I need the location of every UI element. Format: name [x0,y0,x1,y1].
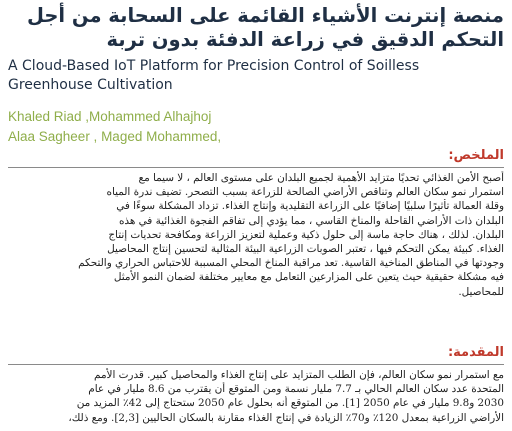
abstract-line: للمحاصيل. [458,285,504,298]
author-list [8,107,408,147]
abstract-body [8,171,504,299]
abstract-line: وجودتها في المناطق المناخية القاسية. تعد مراقبة المناخ المحلي المسببة للاحتباس الحراري والتحكم [78,257,504,270]
abstract-line: فيه مشكلة حقيقية حيث يتعين على المزارعين التعامل مع معايير مختلفة لضمان النمو الأمثل [113,271,504,284]
abstract-line: البلدان ذات الأراضي القاحلة والمناخ القاسي ، مما يؤدي إلى تفاقم الفجوة الغذائية في هذه [118,214,504,227]
intro-line: المتحدة عدد سكان العالم الحالي بـ 7.7 مليار نسمة ومن المتوقع أن يقترب من 8.6 مليار في عام [88,383,504,396]
abstract-line: البلدان. لذلك ، هناك حاجة ماسة إلى حلول ذكية وعملية لتعزيز الزراعة ومكافحة تحديات إنتاج [108,228,504,241]
abstract-line: الغذاء. كبيئة يمكن التحكم فيها ، تعتبر الصوبات الزراعية البيئة المثالية لتحسين إنتاج المحاصيل [107,243,504,256]
intro-line: الأراضي الزراعية بمعدل 120٪ و70٪ الزيادة في إنتاج الغذاء مقارنة بالسكان الحاليين [2,3]. ومع ذلك، [68,411,504,424]
abstract-heading: الملخص: [448,148,504,163]
author-line: Alaa Sagheer , Maged Mohammed, [8,129,222,144]
english-title: A Cloud-Based IoT Platform for Precision Control of Soilless Greenhouse Cultivation [8,58,420,93]
author-line: Khaled Riad ,Mohammed Alhajhoj [8,109,212,124]
introduction-body [8,368,504,425]
arabic-title: منصة إنترنت الأشياء القائمة على السحابة من أجل التحكم الدقيق في زراعة الدفئة بدون تربة [26,4,504,51]
introduction-heading: المقدمة: [447,345,504,360]
intro-line: مع استمرار نمو سكان العالم، فإن الطلب المتزايد على إنتاج الغذاء والمحاصيل كبير. قدرت الأمم [94,369,504,381]
abstract-line: استمرار نمو سكان العالم وتناقص الأراضي الصالحة للزراعة بسبب التصحر. تضيف ندرة المياه [106,186,504,199]
abstract-line: وقلة العمالة تأثيرًا سلبيًا إضافيًا على الزراعة التقليدية وإنتاج الغذاء. تزداد المشكلة سوءًا في [116,200,504,213]
abstract-line: أصبح الأمن الغذائي تحديًا متزايد الأهمية لجميع البلدان على مستوى العالم ، لا سيما مع [138,172,504,184]
section-divider [8,167,504,168]
intro-line: 2030 و9.8 مليار في عام 2050 [1]. من المتوقع أنه بحلول عام 2050 ستحتاج إلى 42٪ المزيد من [76,397,504,410]
section-divider [8,364,504,365]
